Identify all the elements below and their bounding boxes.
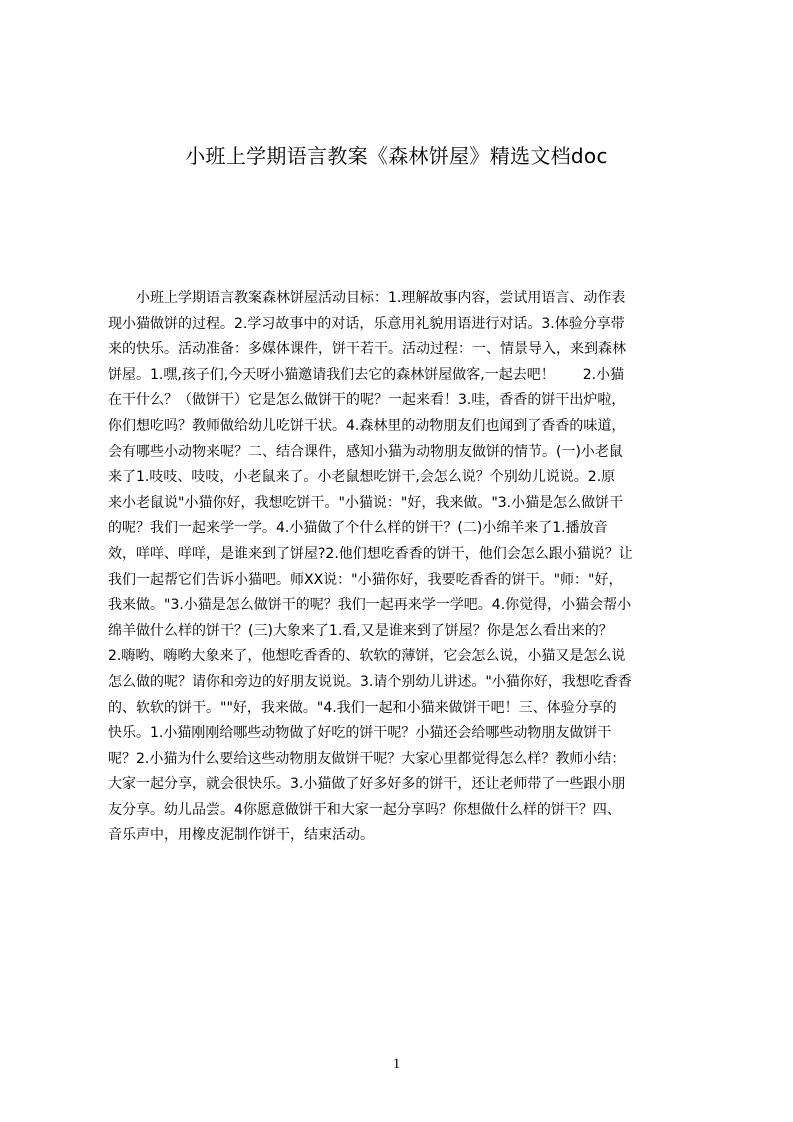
body-line: 效，咩咩、咩咩，是谁来到了饼屋?2.他们想吃香香的饼干，他们会怎么跟小猫说？让 (108, 545, 633, 562)
body-line: 在干什么？（做饼干）它是怎么做饼干的呢？一起来看！3.哇，香香的饼干出炉啦， (108, 392, 626, 409)
body-line: 大家一起分享，就会很快乐。3.小猫做了好多好多的饼干，还让老师带了一些跟小朋 (108, 776, 626, 793)
body-line: 呢？2.小猫为什么要给这些动物朋友做饼干呢？大家心里都觉得怎么样？教师小结： (108, 750, 626, 767)
body-line: 的呢？我们一起来学一学。4.小猫做了个什么样的饼干？(二)小绵羊来了1.播放音 (108, 520, 608, 537)
page-number: 1 (392, 1056, 401, 1072)
body-line: 2.嗨哟、嗨哟大象来了，他想吃香香的、软软的薄饼，它会怎么说，小猫又是怎么说 (108, 648, 626, 665)
body-line: 小班上学期语言教案森林饼屋活动目标：1.理解故事内容，尝试用语言、动作表 (108, 290, 626, 306)
body-line: 音乐声中，用橡皮泥制作饼干，结束活动。 (108, 827, 374, 844)
body-line: 我们一起帮它们告诉小猫吧。师XX说："小猫你好，我要吃香香的饼干。"师："好， (108, 571, 623, 588)
body-text (108, 286, 698, 886)
body-line: 饼屋。1.嘿,孩子们,今天呀小猫邀请我们去它的森林饼屋做客,一起去吧！ 2.小猫 (108, 366, 625, 383)
body-line: 会有哪些小动物来呢？二、结合课件，感知小猫为动物朋友做饼的情节。(一)小老鼠 (108, 443, 623, 460)
body-line: 我来做。"3.小猫是怎么做饼干的呢？我们一起再来学一学吧。4.你觉得，小猫会帮小 (108, 597, 632, 614)
body-line: 来小老鼠说"小猫你好，我想吃饼干。"小猫说："好，我来做。"3.小猫是怎么做饼干 (108, 494, 624, 511)
body-line: 现小猫做饼的过程。2.学习故事中的对话，乐意用礼貌用语进行对话。3.体验分享带 (108, 315, 625, 332)
body-line: 友分享。幼儿品尝。4你愿意做饼干和大家一起分享吗？你想做什么样的饼干？四、 (108, 801, 621, 818)
body-line: 的、软软的饼干。""好，我来做。"4.我们一起和小猫来做饼干吧！三、体验分享的 (108, 699, 617, 716)
page-title: 小班上学期语言教案《森林饼屋》精选文档doc (185, 144, 608, 168)
body-line: 怎么做的呢？请你和旁边的好朋友说说。3.请个别幼儿讲述。"小猫你好，我想吃香香 (108, 673, 632, 690)
body-line: 快乐。1.小猫刚刚给哪些动物做了好吃的饼干呢？小猫还会给哪些动物朋友做饼干 (108, 725, 612, 742)
body-line: 你们想吃吗？教师做给幼儿吃饼干状。4.森林里的动物朋友们也闻到了香香的味道， (108, 417, 626, 434)
body-line: 来了1.吱吱、吱吱，小老鼠来了。小老鼠想吃饼干,会怎么说？个别幼儿说说。2.原 (108, 469, 616, 486)
body-line: 来的快乐。活动准备：多媒体课件，饼干若干。活动过程：一、情景导入，来到森林 (108, 341, 626, 358)
body-line: 绵羊做什么样的饼干？(三)大象来了1.看,又是谁来到了饼屋？你是怎么看出来的？ (108, 622, 613, 639)
